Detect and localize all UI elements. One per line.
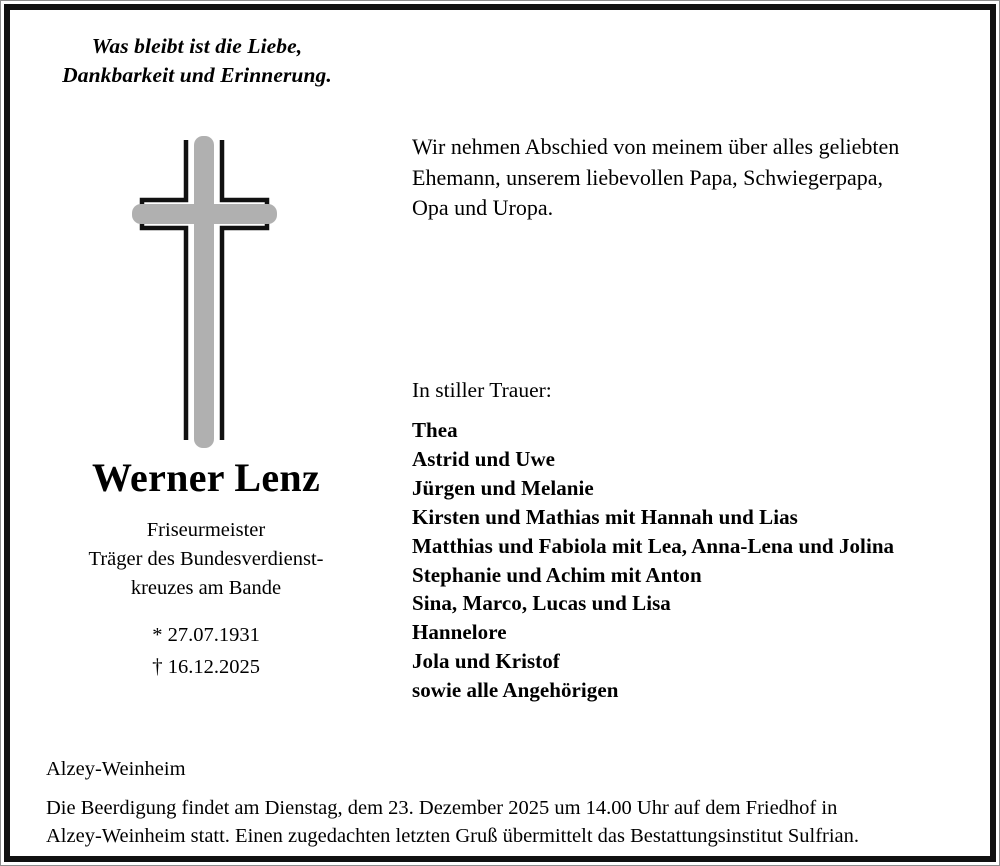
list-item: Thea — [412, 418, 458, 442]
deceased-honor-line-2: kreuzes am Bande — [130, 577, 282, 599]
farewell-line-1: Wir nehmen Abschied von meinem über alles geliebten — [412, 134, 900, 159]
list-item: Matthias und Fabiola mit Lea, Anna-Lena und Jolina — [412, 533, 895, 558]
deceased-profession: Friseurmeister — [146, 519, 266, 541]
deceased-dates — [28, 620, 384, 683]
birth-date: 27.07.1931 — [167, 624, 260, 646]
list-item: Jola und Kristof — [412, 649, 560, 674]
birth-date-line — [28, 620, 384, 651]
dagger-icon: † — [152, 654, 163, 678]
funeral-details-line-1: Die Beerdigung findet am Dienstag, dem 23. Dezember 2025 um 14.00 Uhr auf dem Friedhof in — [46, 796, 838, 819]
deceased-block — [28, 454, 384, 683]
footer-place: Alzey-Weinheim — [46, 758, 186, 780]
mourners-list — [412, 416, 982, 705]
mourning-heading: In stiller Trauer: — [412, 378, 552, 402]
list-item: Kirsten und Mathias mit Hannah und Lias — [412, 504, 798, 529]
epitaph-line-2: Dankbarkeit und Erinnerung. — [62, 63, 332, 87]
epitaph — [32, 32, 362, 90]
list-item: Hannelore — [412, 620, 507, 645]
list-item: Sina, Marco, Lucas und Lisa — [412, 591, 671, 616]
farewell-message — [412, 132, 974, 224]
list-item: sowie alle Angehörigen — [412, 678, 619, 703]
farewell-line-3: Opa und Uropa. — [412, 195, 554, 220]
christian-cross-icon — [110, 128, 300, 448]
epitaph-line-1: Was bleibt ist die Liebe, — [91, 34, 303, 58]
card-content — [10, 10, 990, 856]
footer — [46, 755, 968, 851]
funeral-details-line-2: Alzey-Weinheim statt. Einen zugedachten letzten Gruß übermittelt das Bestattungsinstitut Sulfrian. — [46, 825, 860, 847]
deceased-name: Werner Lenz — [91, 455, 321, 500]
list-item: Stephanie und Achim mit Anton — [412, 562, 702, 587]
deceased-honor — [28, 545, 384, 603]
list-item: Jürgen und Melanie — [412, 475, 594, 500]
birth-symbol: * — [152, 624, 163, 646]
farewell-line-2: Ehemann, unserem liebevollen Papa, Schwiegerpapa, — [412, 164, 884, 190]
deceased-honor-line-1: Träger des Bundesverdienst- — [88, 548, 324, 570]
list-item: Astrid und Uwe — [412, 446, 556, 471]
funeral-details — [46, 794, 968, 851]
death-date-line — [28, 651, 384, 683]
death-date: 16.12.2025 — [167, 656, 260, 678]
